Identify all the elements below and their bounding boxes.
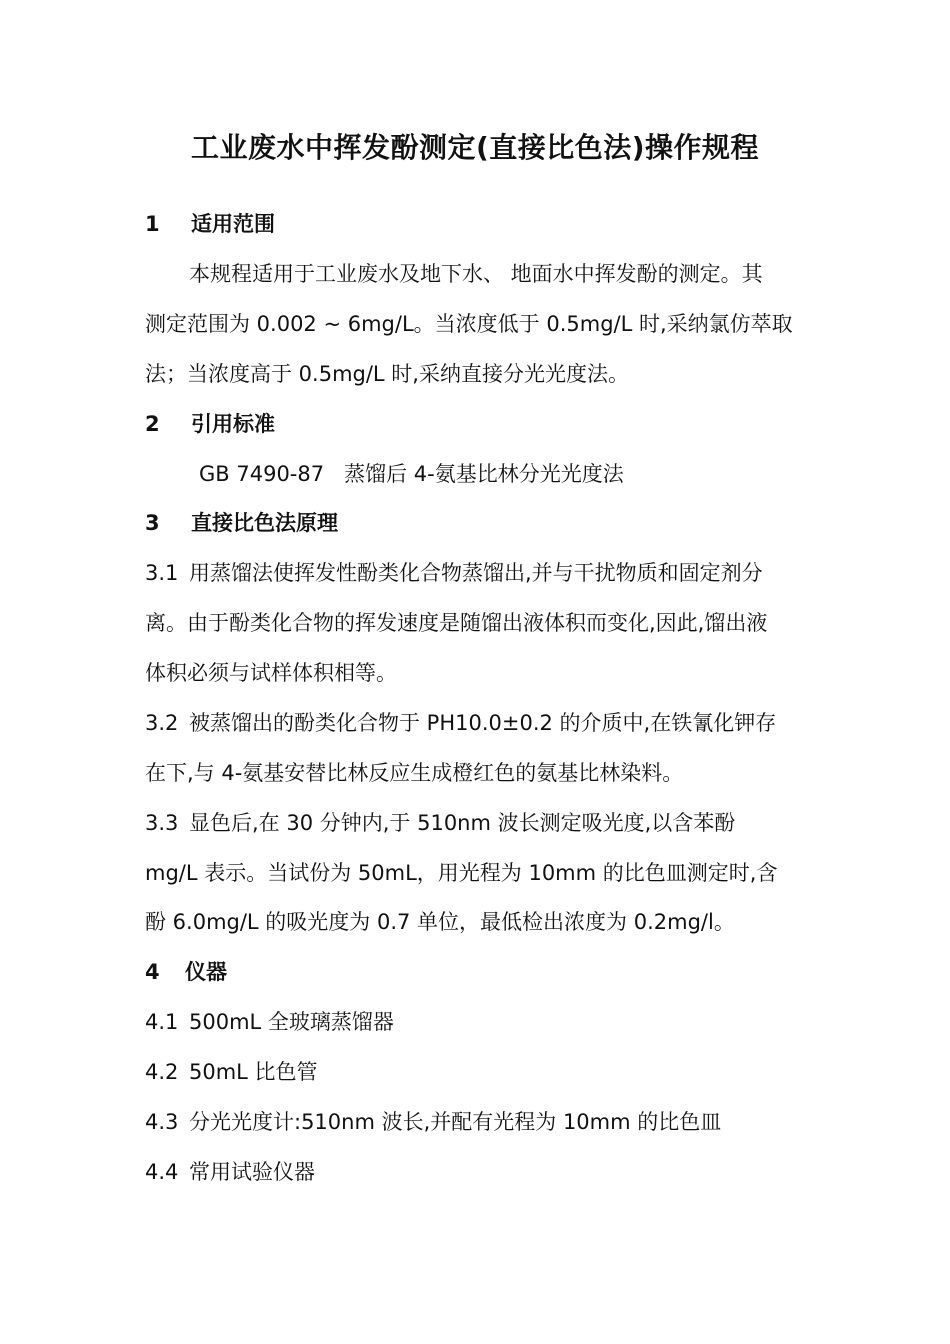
section-number: 4 bbox=[145, 960, 160, 984]
list-item-text: 50mL 比色管 bbox=[189, 1060, 318, 1084]
list-item-number: 4.3 bbox=[145, 1110, 179, 1134]
list-item bbox=[145, 1057, 318, 1087]
list-item-number: 4.1 bbox=[145, 1010, 179, 1034]
paragraph-text: 显色后,在 30 分钟内,于 510nm 波长测定吸光度,以含苯酚 bbox=[189, 811, 736, 835]
subsection-number: 3.1 bbox=[145, 561, 179, 585]
paragraph-line: 本规程适用于工业废水及地下水、 地面水中挥发酚的测定。其 bbox=[189, 262, 763, 286]
section-4-heading bbox=[145, 957, 227, 987]
section-1-heading bbox=[145, 209, 275, 239]
list-item-text: 500mL 全玻璃蒸馏器 bbox=[189, 1010, 394, 1034]
paragraph-line: 酚 6.0mg/L 的吸光度为 0.7 单位，最低检出浓度为 0.2mg/l。 bbox=[145, 910, 735, 934]
paragraph-line: 在下,与 4-氨基安替比林反应生成橙红色的氨基比林染料。 bbox=[145, 761, 684, 785]
paragraph-text: 用蒸馏法使挥发性酚类化合物蒸馏出,并与干扰物质和固定剂分 bbox=[189, 561, 763, 585]
reference-standard-line: GB 7490-87 蒸馏后 4-氨基比林分光光度法 bbox=[199, 462, 624, 486]
section-3-heading bbox=[145, 508, 338, 538]
list-item bbox=[145, 1107, 721, 1137]
section-number: 3 bbox=[145, 511, 160, 535]
list-item bbox=[145, 1157, 315, 1187]
paragraph-line: 法；当浓度高于 0.5mg/L 时,采纳直接分光光度法。 bbox=[145, 362, 629, 386]
section-title: 适用范围 bbox=[191, 212, 275, 236]
paragraph-line: 测定范围为 0.002 ~ 6mg/L。当浓度低于 0.5mg/L 时,采纳氯仿萃取 bbox=[145, 312, 793, 336]
section-number: 2 bbox=[145, 412, 160, 436]
document-title: 工业废水中挥发酚测定(直接比色法)操作规程 bbox=[190, 131, 760, 164]
list-item-number: 4.2 bbox=[145, 1060, 179, 1084]
section-number: 1 bbox=[145, 212, 160, 236]
list-item-number: 4.4 bbox=[145, 1160, 179, 1184]
subsection-3-3-line bbox=[145, 808, 735, 838]
paragraph-text: 被蒸馏出的酚类化合物于 PH10.0±0.2 的介质中,在铁氰化钾存 bbox=[189, 711, 777, 735]
section-title: 引用标准 bbox=[191, 412, 275, 436]
section-title: 仪器 bbox=[185, 960, 227, 984]
subsection-3-1-line bbox=[145, 558, 763, 588]
paragraph-line: 离。由于酚类化合物的挥发速度是随馏出液体积而变化,因此,馏出液 bbox=[145, 611, 768, 635]
subsection-3-2-line bbox=[145, 708, 776, 738]
list-item-text: 常用试验仪器 bbox=[189, 1160, 315, 1184]
paragraph-line: 体积必须与试样体积相等。 bbox=[145, 661, 397, 685]
subsection-number: 3.2 bbox=[145, 711, 179, 735]
subsection-number: 3.3 bbox=[145, 811, 179, 835]
section-title: 直接比色法原理 bbox=[191, 511, 338, 535]
section-2-heading bbox=[145, 409, 275, 439]
list-item-text: 分光光度计:510nm 波长,并配有光程为 10mm 的比色皿 bbox=[189, 1110, 722, 1134]
paragraph-line: mg/L 表示。当试份为 50mL，用光程为 10mm 的比色皿测定时,含 bbox=[145, 861, 778, 885]
list-item bbox=[145, 1007, 394, 1037]
